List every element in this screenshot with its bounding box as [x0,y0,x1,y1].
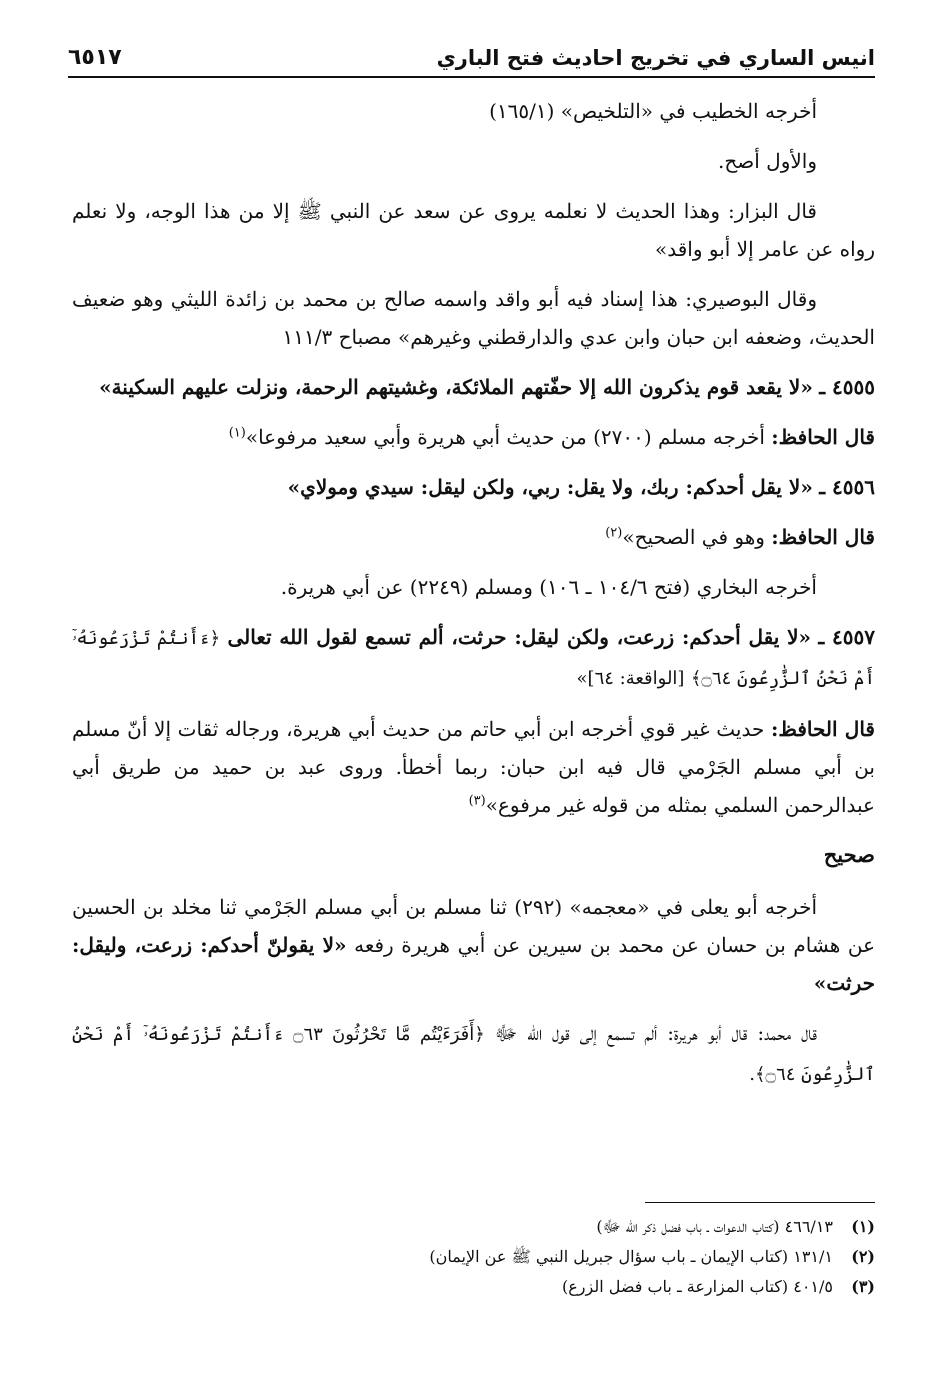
section-heading: صحيح [823,842,875,867]
footnote-number: (٣) [851,1277,875,1296]
paragraph: وقال البوصيري: هذا إسناد فيه أبو واقد واسمه صالح بن محمد بن زائدة الليثي وهو ضعيف الحديث، وضعفه ابن حبان وابن عدي والدارقطني وغيرهم» مصباح ١١١/٣ [72,287,875,349]
paragraph: والأول أصح. [718,149,817,173]
footnote [72,1272,875,1302]
footnote-divider [645,1202,875,1203]
hafiz-text: وهو في الصحيح» [622,525,765,549]
hadith-text: «لا يقل أحدكم: ربك، ولا يقل: ربي، ولكن ليقل: سيدي ومولاي» [287,475,813,499]
footnote-text: ١٣١/١ (كتاب الإيمان ـ باب سؤال جبريل النبي ﷺ عن الإيمان) [429,1247,833,1266]
footnote-ref: (٣) [468,793,486,809]
hafiz-label: قال الحافظ: [770,717,875,741]
paragraph: أخرجه البخاري (فتح ١٠٤/٦ ـ ١٠٦) ومسلم (٢٢٤٩) عن أبي هريرة. [280,575,817,599]
hafiz-comment [72,710,875,824]
paragraph: أخرجه الخطيب في «التلخيص» (١٦٥/١) [489,99,817,123]
footnotes [72,1212,875,1302]
paragraph-text: قال محمد: قال أبو هريرة: ألم تسمع إلى قول الله ﷻ [494,1021,817,1045]
hadith-number: ٤٥٥٦ ـ [819,475,875,499]
footnote-number: (٢) [851,1247,875,1266]
hadith-4555 [72,368,875,406]
paragraph-text: أخرجه أبو يعلى في «معجمه» (٢٩٢) ثنا مسلم بن أبي مسلم الجَرْمي ثنا مخلد بن الحسين عن هشام بن حسان عن محمد بن سيرين عن أبي هريرة رفعه [72,895,876,957]
footnote [72,1242,875,1272]
hafiz-comment [72,418,875,456]
hadith-number: ٤٥٥٧ ـ [818,625,875,649]
hafiz-text: حديث غير قوي أخرجه ابن أبي حاتم من حديث أبي هريرة، ورجاله ثقات إلا أنّ مسلم بن أبي مسلم الجَرْمي قال فيه ابن حبان: ربما أخطأ. وروى عبد بن حميد من طريق أبي عبدالرحمن السلمي بمثله من قوله غير مرفوع» [72,717,875,817]
paragraph: قال البزار: وهذا الحديث لا نعلمه يروى عن سعد عن النبي ﷺ إلا من هذا الوجه، ولا نعلم رواه عن عامر إلا أبو واقد» [72,199,875,261]
hafiz-text: أخرجه مسلم (٢٧٠٠) من حديث أبي هريرة وأبي سعيد مرفوعا» [245,425,765,449]
footnote-ref: (٢) [605,525,623,541]
hadith-4557 [72,618,875,698]
hadith-text: «لا يقعد قوم يذكرون الله إلا حفّتهم الملائكة، وغشيتهم الرحمة، ونزلت عليهم السكينة» [99,375,813,399]
hafiz-label: قال الحافظ: [771,425,875,449]
footnote [72,1212,875,1242]
quran-verse: ﴿ءَأَنتُمْ تَزْرَعُونَهُۥٓ أَمْ نَحْنُ ٱلزَّٰرِعُونَ ۝٦٤﴾ [72,628,875,689]
hadith-text: «لا يقل أحدكم: زرعت، ولكن ليقل: حرثت، ألم تسمع لقول الله تعالى [227,625,812,649]
hadith-number: ٤٥٥٥ ـ [819,375,875,399]
running-title: انيس الساري في تخريج احاديث فتح الباري [436,46,875,70]
quran-verse: ﴿أَفَرَءَيْتُم مَّا تَحْرُثُونَ ۝٦٣ ءَأَنتُمْ تَزْرَعُونَهُۥٓ أَمْ نَحْنُ ٱلزَّٰرِعُونَ ۝٦٤﴾. [72,1024,875,1085]
verse-reference: [الواقعة: ٦٤]» [576,668,685,689]
page-header [68,24,875,78]
footnote-text: ٤٠١/٥ (كتاب المزارعة ـ باب فضل الزرع) [562,1277,833,1296]
hadith-4556 [72,468,875,506]
hafiz-label: قال الحافظ: [771,525,875,549]
hadith-quote: «لا يقولنّ أحدكم: زرعت، وليقل: حرثت» [72,933,875,995]
main-text [72,92,875,1106]
hafiz-comment [72,518,875,556]
paragraph [72,888,875,1002]
page-number: ٦٥١٧ [68,45,122,70]
footnote-ref: (١) [228,425,246,441]
footnote-text: ٤٦٦/١٣ (كتاب الدعوات ـ باب فضل ذكر الله ﷻ) [596,1217,833,1236]
paragraph [72,1014,875,1094]
footnote-number: (١) [851,1217,875,1236]
